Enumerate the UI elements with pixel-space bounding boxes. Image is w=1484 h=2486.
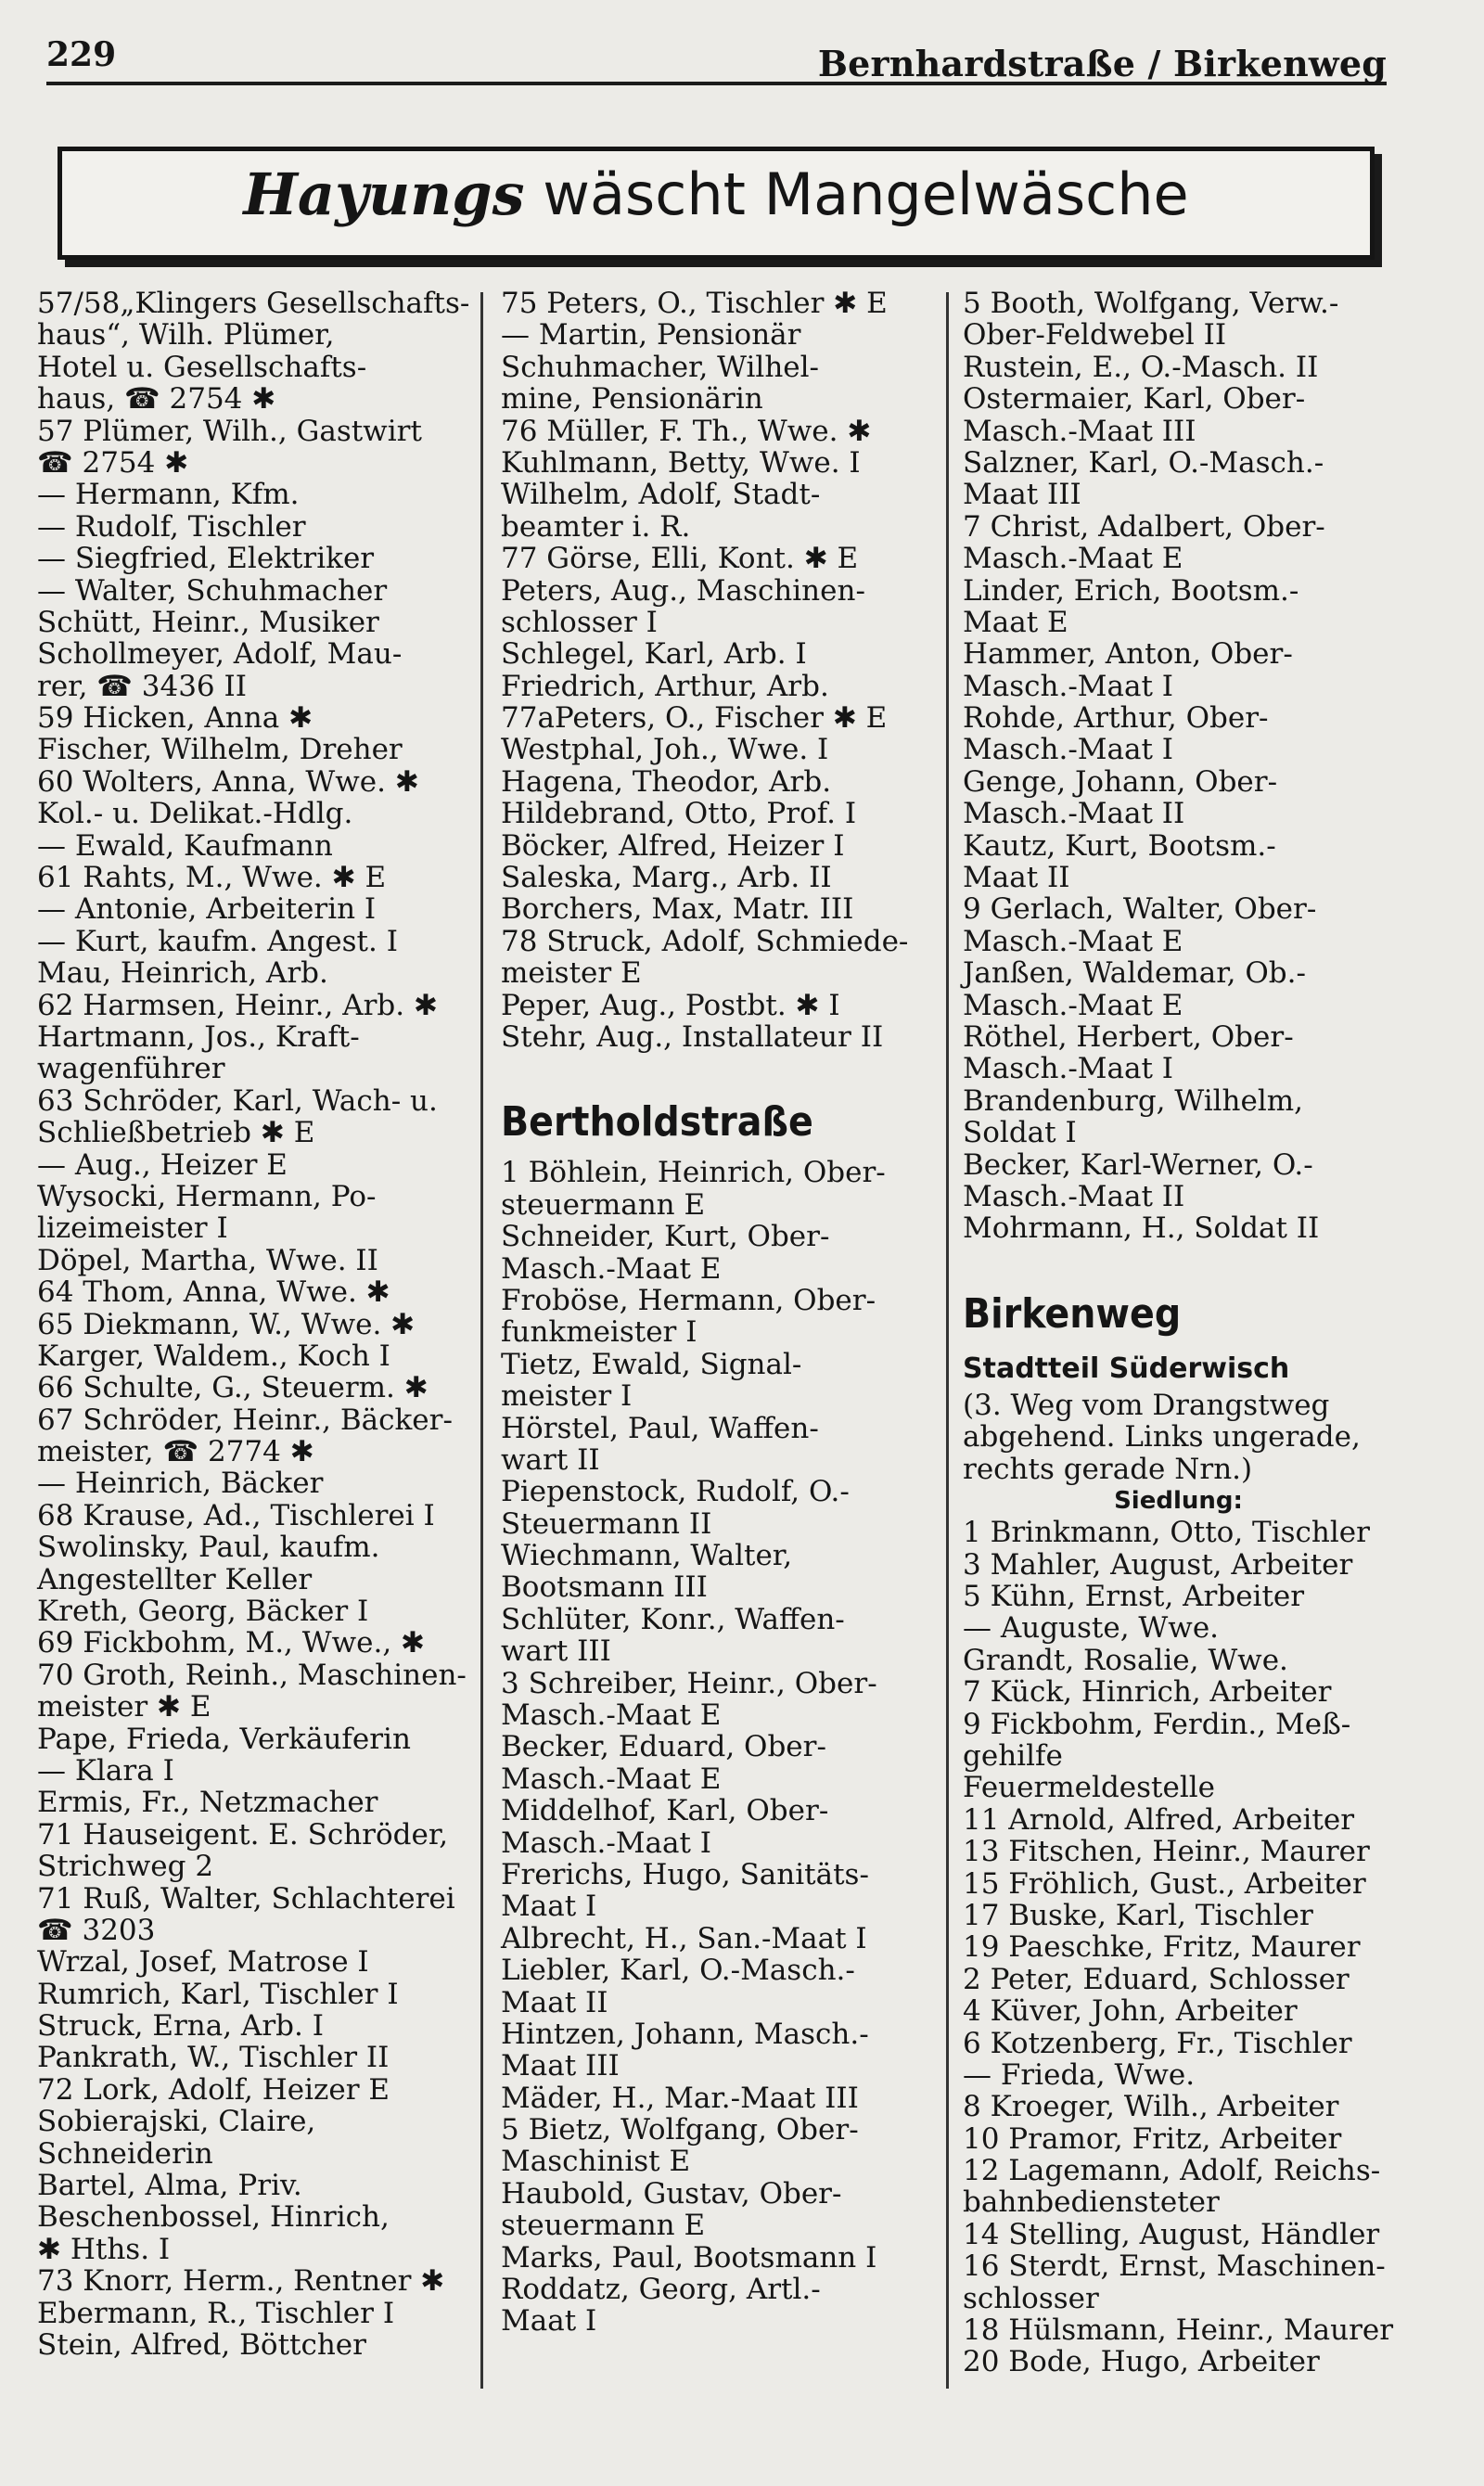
entry-line: Beschenbossel, Hinrich, (37, 2200, 390, 2235)
entry-line: Struck, Erna, Arb. I (37, 2009, 324, 2044)
entry-line: Schneiderin (37, 2136, 213, 2171)
entry-line: Saleska, Marg., Arb. II (501, 861, 832, 895)
entry-line: meister ✱ E (37, 1690, 211, 1724)
district-subtitle: Stadtteil Süderwisch (963, 1352, 1290, 1385)
entry-line: 57 Plümer, Wilh., Gastwirt (37, 414, 422, 448)
entry-line: 19 Paeschke, Fritz, Maurer (963, 1930, 1361, 1965)
entry-line: ☎ 3203 (37, 1913, 156, 1947)
entry-line: — Auguste, Wwe. (963, 1611, 1220, 1646)
entry-line: (3. Weg vom Drangstweg (963, 1388, 1330, 1422)
entry-line: 69 Fickbohm, M., Wwe., ✱ (37, 1626, 426, 1660)
entry-line: Tietz, Ewald, Signal- (501, 1347, 802, 1381)
entry-line: meister E (501, 956, 642, 991)
entry-line: 64 Thom, Anna, Wwe. ✱ (37, 1275, 390, 1310)
entry-line: 15 Fröhlich, Gust., Arbeiter (963, 1866, 1366, 1901)
entry-line: Mäder, H., Mar.-Maat III (501, 2081, 859, 2115)
entry-line: Pape, Frieda, Verkäuferin (37, 1722, 411, 1756)
entry-line: Maat II (963, 861, 1070, 895)
entry-line: lizeimeister I (37, 1211, 228, 1246)
entry-line: Röthel, Herbert, Ober- (963, 1019, 1294, 1054)
entry-line: Döpel, Martha, Wwe. II (37, 1243, 378, 1277)
entry-line: haus, ☎ 2754 ✱ (37, 382, 276, 416)
entry-line: rechts gerade Nrn.) (963, 1452, 1253, 1486)
entry-line: 8 Kroeger, Wilh., Arbeiter (963, 2090, 1339, 2124)
entry-line: — Heinrich, Bäcker (37, 1467, 324, 1501)
entry-line: beamter i. R. (501, 509, 691, 544)
entry-line: Roddatz, Georg, Artl.- (501, 2273, 821, 2307)
column-3 (963, 288, 1394, 2378)
entry-line: Schollmeyer, Adolf, Mau- (37, 637, 403, 672)
section-heading-siedlung: Siedlung: (1114, 1486, 1243, 1515)
running-title: Bernhardstraße / Birkenweg (817, 43, 1387, 84)
entry-line: Sobierajski, Claire, (37, 2105, 316, 2139)
entry-line: Marks, Paul, Bootsmann I (501, 2240, 877, 2275)
entry-line: 3 Schreiber, Heinr., Ober- (501, 1666, 877, 1700)
entry-line: 67 Schröder, Heinr., Bäcker- (37, 1403, 453, 1437)
entry-line: 71 Ruß, Walter, Schlachterei (37, 1881, 455, 1916)
entry-line: Westphal, Joh., Wwe. I (501, 733, 829, 767)
entry-line: 59 Hicken, Anna ✱ (37, 701, 313, 736)
entry-line: Froböse, Hermann, Ober- (501, 1283, 876, 1317)
entry-line: Schlegel, Karl, Arb. I (501, 637, 807, 672)
entry-line: haus“, Wilh. Plümer, (37, 318, 335, 352)
column-1 (37, 288, 473, 2361)
entry-line: 20 Bode, Hugo, Arbeiter (963, 2345, 1320, 2379)
entry-line: 72 Lork, Adolf, Heizer E (37, 2072, 390, 2107)
entry-line: 5 Booth, Wolfgang, Verw.- (963, 287, 1339, 320)
column-divider-left (480, 292, 483, 2389)
entry-line: Maat I (501, 2304, 597, 2339)
entry-line: Piepenstock, Rudolf, O.- (501, 1475, 850, 1509)
entry-line: — Aug., Heizer E (37, 1147, 288, 1182)
entry-line: Ostermaier, Karl, Ober- (963, 382, 1306, 416)
entry-line: 57/58„Klingers Gesellschafts- (37, 287, 470, 320)
entry-line: Ermis, Fr., Netzmacher (37, 1786, 378, 1820)
entry-line: Strichweg 2 (37, 1850, 214, 1884)
entry-line: Wiechmann, Walter, (501, 1539, 793, 1573)
entry-line: 2 Peter, Eduard, Schlosser (963, 1962, 1350, 1996)
entry-line: Salzner, Karl, O.-Masch.- (963, 445, 1324, 480)
entry-line: 5 Bietz, Wolfgang, Ober- (501, 2113, 859, 2147)
entry-line: 10 Pramor, Fritz, Arbeiter (963, 2121, 1342, 2156)
entry-line: 16 Sterdt, Ernst, Maschinen- (963, 2249, 1386, 2284)
advertisement-box (58, 147, 1375, 260)
entry-line: 3 Mahler, August, Arbeiter (963, 1547, 1353, 1582)
entry-line: Friedrich, Arthur, Arb. (501, 669, 829, 703)
entry-line: Haubold, Gustav, Ober- (501, 2176, 842, 2210)
entry-line: ✱ Hths. I (37, 2232, 171, 2266)
entry-line: Wrzal, Josef, Matrose I (37, 1945, 369, 1980)
entry-line: Kol.- u. Delikat.-Hdlg. (37, 797, 353, 831)
entry-line: Schütt, Heinr., Musiker (37, 605, 379, 639)
entry-line: Grandt, Rosalie, Wwe. (963, 1643, 1288, 1677)
entry-line: meister I (501, 1379, 633, 1414)
entry-line: 66 Schulte, G., Steuerm. ✱ (37, 1371, 429, 1405)
entry-line: 1 Brinkmann, Otto, Tischler (963, 1516, 1370, 1550)
entry-line: Borchers, Max, Matr. III (501, 892, 854, 927)
street-title-bertholdstrasse: Bertholdstraße (501, 1098, 813, 1147)
entry-line: — Ewald, Kaufmann (37, 828, 333, 863)
entry-line: 12 Lagemann, Adolf, Reichs- (963, 2154, 1381, 2188)
entry-line: Janßen, Waldemar, Ob.- (963, 956, 1306, 991)
entry-line: Feuermeldestelle (963, 1771, 1216, 1805)
entry-line: 6 Kotzenberg, Fr., Tischler (963, 2026, 1352, 2060)
entry-line: Fischer, Wilhelm, Dreher (37, 733, 403, 767)
entry-line: 17 Buske, Karl, Tischler (963, 1898, 1313, 1932)
entry-line: Wilhelm, Adolf, Stadt- (501, 478, 821, 512)
entry-line: Brandenburg, Wilhelm, (963, 1083, 1304, 1118)
column-2 (501, 288, 932, 2338)
entry-line: — Siegfried, Elektriker (37, 542, 375, 576)
entry-line: 1 Böhlein, Heinrich, Ober- (501, 1156, 886, 1190)
entry-line: Masch.-Maat I (963, 669, 1174, 703)
entry-line: 65 Diekmann, W., Wwe. ✱ (37, 1307, 416, 1341)
entry-line: Masch.-Maat I (963, 1052, 1174, 1086)
entry-line: Masch.-Maat E (501, 1251, 722, 1286)
entry-line: mine, Pensionärin (501, 382, 763, 416)
entry-line: 78 Struck, Adolf, Schmiede- (501, 924, 909, 958)
entry-line: 75 Peters, O., Tischler ✱ E (501, 287, 888, 320)
entry-line: schlosser (963, 2281, 1099, 2315)
entry-line: Steuermann II (501, 1506, 712, 1541)
entry-line: Maat E (963, 605, 1068, 639)
entry-line: — Martin, Pensionär (501, 318, 801, 352)
entry-line: Masch.-Maat E (501, 1698, 722, 1733)
ad-slogan: wäscht Mangelwäsche (543, 160, 1189, 228)
entry-line: Rustein, E., O.-Masch. II (963, 350, 1319, 384)
entry-line: Stein, Alfred, Böttcher (37, 2328, 366, 2362)
ad-brand: Hayungs (243, 160, 525, 228)
entry-line: wart II (501, 1442, 600, 1477)
entry-line: Albrecht, H., San.-Maat I (501, 1921, 867, 1955)
entry-line: Liebler, Karl, O.-Masch.- (501, 1954, 855, 1988)
entry-line: gehilfe (963, 1739, 1063, 1774)
entry-line: 11 Arnold, Alfred, Arbeiter (963, 1802, 1355, 1837)
entry-line: Hintzen, Johann, Masch.- (501, 2017, 869, 2051)
entry-line: Rohde, Arthur, Ober- (963, 701, 1269, 736)
entry-line: Schlüter, Konr., Waffen- (501, 1602, 845, 1636)
entry-line: Mau, Heinrich, Arb. (37, 956, 328, 991)
entry-line: 14 Stelling, August, Händler (963, 2217, 1380, 2251)
entry-line: 5 Kühn, Ernst, Arbeiter (963, 1580, 1305, 1614)
entry-line: Pankrath, W., Tischler II (37, 2041, 390, 2075)
entry-line: bahnbediensteter (963, 2185, 1220, 2220)
entry-line: — Walter, Schuhmacher (37, 573, 388, 608)
entry-line: Kreth, Georg, Bäcker I (37, 1595, 369, 1629)
entry-line: Masch.-Maat I (501, 1826, 712, 1860)
entry-line: Böcker, Alfred, Heizer I (501, 828, 845, 863)
entry-line: Swolinsky, Paul, kaufm. (37, 1531, 380, 1565)
entry-line: steuermann E (501, 1187, 706, 1222)
entry-line: Kuhlmann, Betty, Wwe. I (501, 445, 861, 480)
entry-line: Masch.-Maat II (963, 797, 1185, 831)
entry-line: Masch.-Maat E (963, 542, 1183, 576)
entry-line: Maat III (501, 2049, 620, 2083)
entry-line: 73 Knorr, Herm., Rentner ✱ (37, 2264, 445, 2299)
entry-line: 77aPeters, O., Fischer ✱ E (501, 701, 888, 736)
page-number: 229 (46, 35, 117, 74)
entry-line: 62 Harmsen, Heinr., Arb. ✱ (37, 988, 438, 1022)
entry-line: 77 Görse, Elli, Kont. ✱ E (501, 542, 859, 576)
entry-line: Rumrich, Karl, Tischler I (37, 1977, 399, 2011)
entry-line: 61 Rahts, M., Wwe. ✱ E (37, 861, 387, 895)
entry-line: steuermann E (501, 2209, 706, 2243)
entry-line: Karger, Waldem., Koch I (37, 1339, 390, 1373)
entry-line: Hagena, Theodor, Arb. (501, 764, 832, 799)
entry-line: Peters, Aug., Maschinen- (501, 573, 865, 608)
column-divider-right (946, 292, 949, 2389)
entry-line: 18 Hülsmann, Heinr., Maurer (963, 2313, 1394, 2348)
entry-line: Becker, Karl-Werner, O.- (963, 1147, 1313, 1182)
entry-line: 68 Krause, Ad., Tischlerei I (37, 1498, 435, 1532)
entry-line: Hörstel, Paul, Waffen- (501, 1411, 819, 1445)
entry-line: 7 Christ, Adalbert, Ober- (963, 509, 1325, 544)
entry-line: Genge, Johann, Ober- (963, 764, 1278, 799)
entry-line: — Hermann, Kfm. (37, 478, 300, 512)
entry-line: 60 Wolters, Anna, Wwe. ✱ (37, 764, 419, 799)
entry-line: Hartmann, Jos., Kraft- (37, 1019, 360, 1054)
entry-line: — Antonie, Arbeiterin I (37, 892, 377, 927)
page-header (46, 26, 1387, 85)
entry-line: Masch.-Maat E (501, 1762, 722, 1796)
entry-line: abgehend. Links ungerade, (963, 1420, 1361, 1454)
entry-line: Schuhmacher, Wilhel- (501, 350, 820, 384)
entry-line: Masch.-Maat III (963, 414, 1196, 448)
entry-line: Hammer, Anton, Ober- (963, 637, 1293, 672)
entry-line: Bartel, Alma, Priv. (37, 2169, 302, 2203)
entry-line: Peper, Aug., Postbt. ✱ I (501, 988, 840, 1022)
entry-line: Maschinist E (501, 2145, 691, 2179)
entry-line: Masch.-Maat I (963, 733, 1174, 767)
entry-line: Hildebrand, Otto, Prof. I (501, 797, 857, 831)
entry-line: Schneider, Kurt, Ober- (501, 1220, 830, 1254)
entry-line: — Kurt, kaufm. Angest. I (37, 924, 398, 958)
advertisement-line (62, 160, 1370, 228)
entry-line: Schließbetrieb ✱ E (37, 1116, 315, 1150)
entry-line: wart III (501, 1634, 611, 1669)
entry-line: Maat II (501, 1985, 608, 2019)
entry-line: Bootsmann III (501, 1570, 708, 1605)
entry-line: Masch.-Maat II (963, 1179, 1185, 1213)
entry-line: 9 Fickbohm, Ferdin., Meß- (963, 1707, 1351, 1741)
entry-line: 7 Kück, Hinrich, Arbeiter (963, 1675, 1332, 1710)
entry-line: Linder, Erich, Bootsm.- (963, 573, 1299, 608)
entry-line: schlosser I (501, 605, 658, 639)
entry-line: wagenführer (37, 1052, 225, 1086)
entry-line: ☎ 2754 ✱ (37, 445, 189, 480)
entry-line: Middelhof, Karl, Ober- (501, 1794, 829, 1828)
entry-line: Masch.-Maat E (963, 988, 1183, 1022)
entry-line: rer, ☎ 3436 II (37, 669, 247, 703)
entry-line: Ebermann, R., Tischler I (37, 2296, 395, 2330)
entry-line: Stehr, Aug., Installateur II (501, 1019, 884, 1054)
entry-line: meister, ☎ 2774 ✱ (37, 1435, 314, 1469)
entry-line: Maat III (963, 478, 1081, 512)
entry-line: — Klara I (37, 1753, 174, 1788)
entry-line: Mohrmann, H., Soldat II (963, 1211, 1320, 1246)
street-title-birkenweg: Birkenweg (963, 1289, 1182, 1338)
entry-line: Wysocki, Hermann, Po- (37, 1179, 377, 1213)
entry-line: 63 Schröder, Karl, Wach- u. (37, 1083, 438, 1118)
entry-line: funkmeister I (501, 1315, 697, 1350)
entry-line: 76 Müller, F. Th., Wwe. ✱ (501, 414, 872, 448)
entry-line: 70 Groth, Reinh., Maschinen- (37, 1658, 467, 1692)
entry-line: Hotel u. Gesellschafts- (37, 350, 367, 384)
entry-line: Kautz, Kurt, Bootsm.- (963, 828, 1276, 863)
entry-line: Soldat I (963, 1116, 1077, 1150)
entry-line: — Frieda, Wwe. (963, 2057, 1196, 2092)
entry-line: Maat I (501, 1890, 597, 1924)
entry-line: 13 Fitschen, Heinr., Maurer (963, 1835, 1370, 1869)
entry-line: Angestellter Keller (37, 1562, 313, 1596)
entry-line: Becker, Eduard, Ober- (501, 1730, 826, 1764)
entry-line: Frerichs, Hugo, Sanitäts- (501, 1857, 869, 1891)
entry-line: — Rudolf, Tischler (37, 509, 306, 544)
entry-line: Ober-Feldwebel II (963, 318, 1227, 352)
entry-line: 71 Hauseigent. E. Schröder, (37, 1817, 449, 1852)
entry-line: 4 Küver, John, Arbeiter (963, 1994, 1298, 2029)
entry-line: 9 Gerlach, Walter, Ober- (963, 892, 1317, 927)
entry-line: Masch.-Maat E (963, 924, 1183, 958)
